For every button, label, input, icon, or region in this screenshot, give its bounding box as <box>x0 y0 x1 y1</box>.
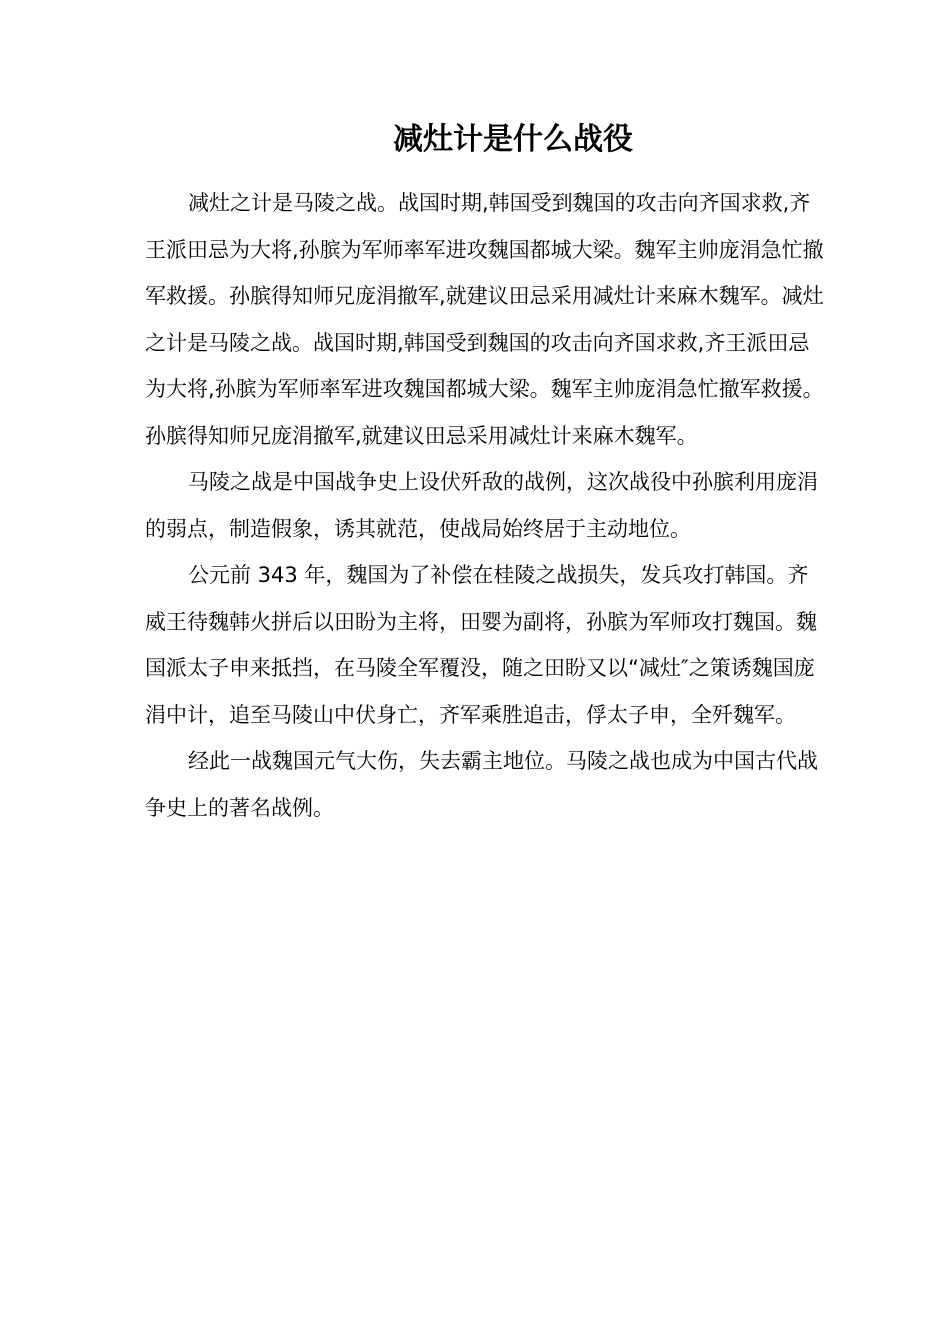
document-body <box>145 180 825 831</box>
paragraph-1: 减灶之计是马陵之战。战国时期,韩国受到魏国的攻击向齐国求救,齐王派田忌为大将,孙膑为军师率军进攻魏国都城大梁。魏军主帅庞涓急忙撤军救援。孙膑得知师兄庞涓撤军,就建议田忌采用减灶计来麻木魏军。减灶之计是马陵之战。战国时期,韩国受到魏国的攻击向齐国求救,齐王派田忌为大将,孙膑为军师率军进攻魏国都城大梁。魏军主帅庞涓急忙撤军救援。孙膑得知师兄庞涓撤军,就建议田忌采用减灶计来麻木魏军。 <box>145 191 824 448</box>
document-title: 减灶计是什么战役 <box>393 122 633 157</box>
paragraph-3: 公元前 343 年，魏国为了补偿在桂陵之战损失，发兵攻打韩国。齐威王待魏韩火拼后以田盼为主将，田婴为副将，孙膑为军师攻打魏国。魏国派太子申来抵挡，在马陵全军覆没，随之田盼又以“减灶″之策诱魏国庞涓中计，追至马陵山中伏身亡，齐军乘胜追击，俘太子申，全歼魏军。 <box>145 563 817 727</box>
paragraph-2: 马陵之战是中国战争史上设伏歼敌的战例，这次战役中孙膑利用庞涓的弱点，制造假象，诱其就范，使战局始终居于主动地位。 <box>145 470 818 541</box>
paragraph-4: 经此一战魏国元气大伤，失去霸主地位。马陵之战也成为中国古代战争史上的著名战例。 <box>145 749 818 820</box>
